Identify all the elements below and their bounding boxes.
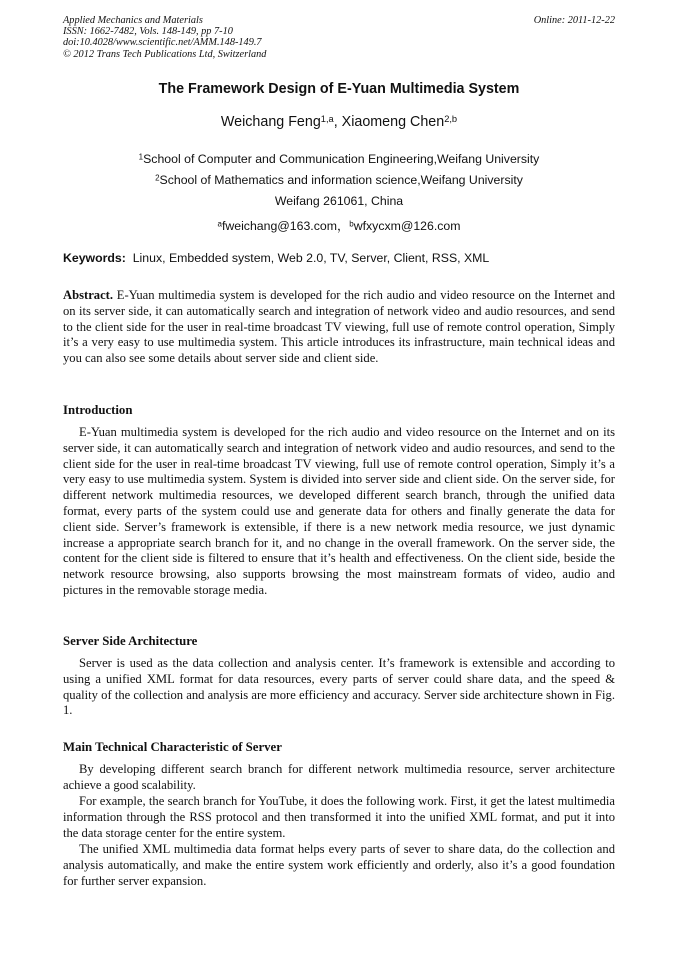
doi-line: doi:10.4028/www.scientific.net/AMM.148-149.7 <box>63 37 262 49</box>
copyright-line: © 2012 Trans Tech Publications Ltd, Switzerland <box>63 48 267 60</box>
email-link[interactable]: wfxycxm@126.com <box>353 219 461 233</box>
paragraph: The unified XML multimedia data format helps every parts of sever to share data, do the collection and analysis automatically, and make the entire system work efficiently and orderly, also it’s a good foundation for further server expansion. <box>63 842 615 888</box>
affiliation-sup: 1 <box>138 152 144 162</box>
journal-header <box>63 15 266 60</box>
affiliation-text: School of Mathematics and information science,Weifang University <box>159 173 523 187</box>
paragraph: For example, the search branch for YouTube, it does the following work. First, it get the latest multimedia information through the RSS protocol and then transformed it into the unified XML format, and put it into the data storage center for the entire system. <box>63 794 615 840</box>
author-name: Weichang Feng <box>220 114 321 130</box>
abstract <box>63 288 615 367</box>
paragraph: E-Yuan multimedia system is developed for the rich audio and video resource on the Internet and on its server side, it can automatically search and integration of network video and audio resources, and send to the client side for the user in real-time broadcast TV viewing, full use of remote control operation, Simply it’s a very easy to use multimedia system. System is divided into server side and client side. On the server side, for different network multimedia resources, we developed different search branch, through the unified data format, every parts of the system could use and generate data for others and finally generate the data for client side. Server’s framework is extensible, if there is a new network media resource, we just dynamic increase a appropriate search branch for it, and no change in the overall framework. On the server side, the content for the client side is filtered to ensure that it’s health and effectiveness. On the client side, beside the network resource browsing, also supports browsing the most mainstream formats of video, audio and pictures in the removable storage media. <box>63 425 615 597</box>
affiliation-text: Weifang 261061, China <box>274 194 404 208</box>
email-sup[interactable]: b <box>349 219 354 229</box>
affiliation-text: School of Computer and Communication Engineering,Weifang University <box>143 152 540 166</box>
affiliation-sup: 2 <box>155 173 160 183</box>
email-sup[interactable]: a <box>217 219 222 229</box>
author-line <box>63 114 615 130</box>
online-date: Online: 2011-12-22 <box>533 15 615 26</box>
abstract-text: E-Yuan multimedia system is developed for the rich audio and video resource on the Internet and on its server side, it can automatically search and integration of network video and audio resources, and send to the client side for the user in real-time broadcast TV viewing, full use of remote control operation, Simply it’s a very easy to use multimedia system. This article introduces its infrastructure, main technical ideas and you can also see some details about server side and client side. <box>63 288 615 366</box>
keywords-label: Keywords: <box>63 251 126 265</box>
paragraph: By developing different search branch for different network multimedia resource, server architecture achieve a good scalability. <box>63 762 615 792</box>
section-heading-server-architecture: Server Side Architecture <box>63 634 198 648</box>
author-sup: 2,b <box>444 113 458 124</box>
affiliation-3 <box>63 194 615 208</box>
affiliation-1 <box>63 152 615 166</box>
affiliation-2 <box>63 173 615 187</box>
keywords-text: Linux, Embedded system, Web 2.0, TV, Server, Client, RSS, XML <box>132 251 490 265</box>
abstract-label: Abstract. <box>63 288 114 302</box>
email-line <box>63 216 615 234</box>
section-heading-technical-characteristic: Main Technical Characteristic of Server <box>63 740 282 754</box>
keywords <box>63 251 489 265</box>
author-sup: 1,a <box>320 113 334 124</box>
author-name: Xiaomeng Chen <box>341 114 445 130</box>
journal-name: Applied Mechanics and Materials <box>63 15 203 26</box>
author-separator: , <box>333 114 342 130</box>
issn-line: ISSN: 1662-7482, Vols. 148-149, pp 7-10 <box>63 26 233 38</box>
paper-title: The Framework Design of E-Yuan Multimedia System <box>158 81 520 97</box>
section-heading-introduction: Introduction <box>63 403 133 417</box>
paragraph: Server is used as the data collection and analysis center. It’s framework is extensible and according to using a unified XML format for data resources, every parts of server could share data, and the speed & quality of the collection and analysis are more efficiency and accuracy. Server side architecture shown in Fig. 1. <box>63 656 615 718</box>
email-link[interactable]: fweichang@163.com， <box>221 219 350 233</box>
